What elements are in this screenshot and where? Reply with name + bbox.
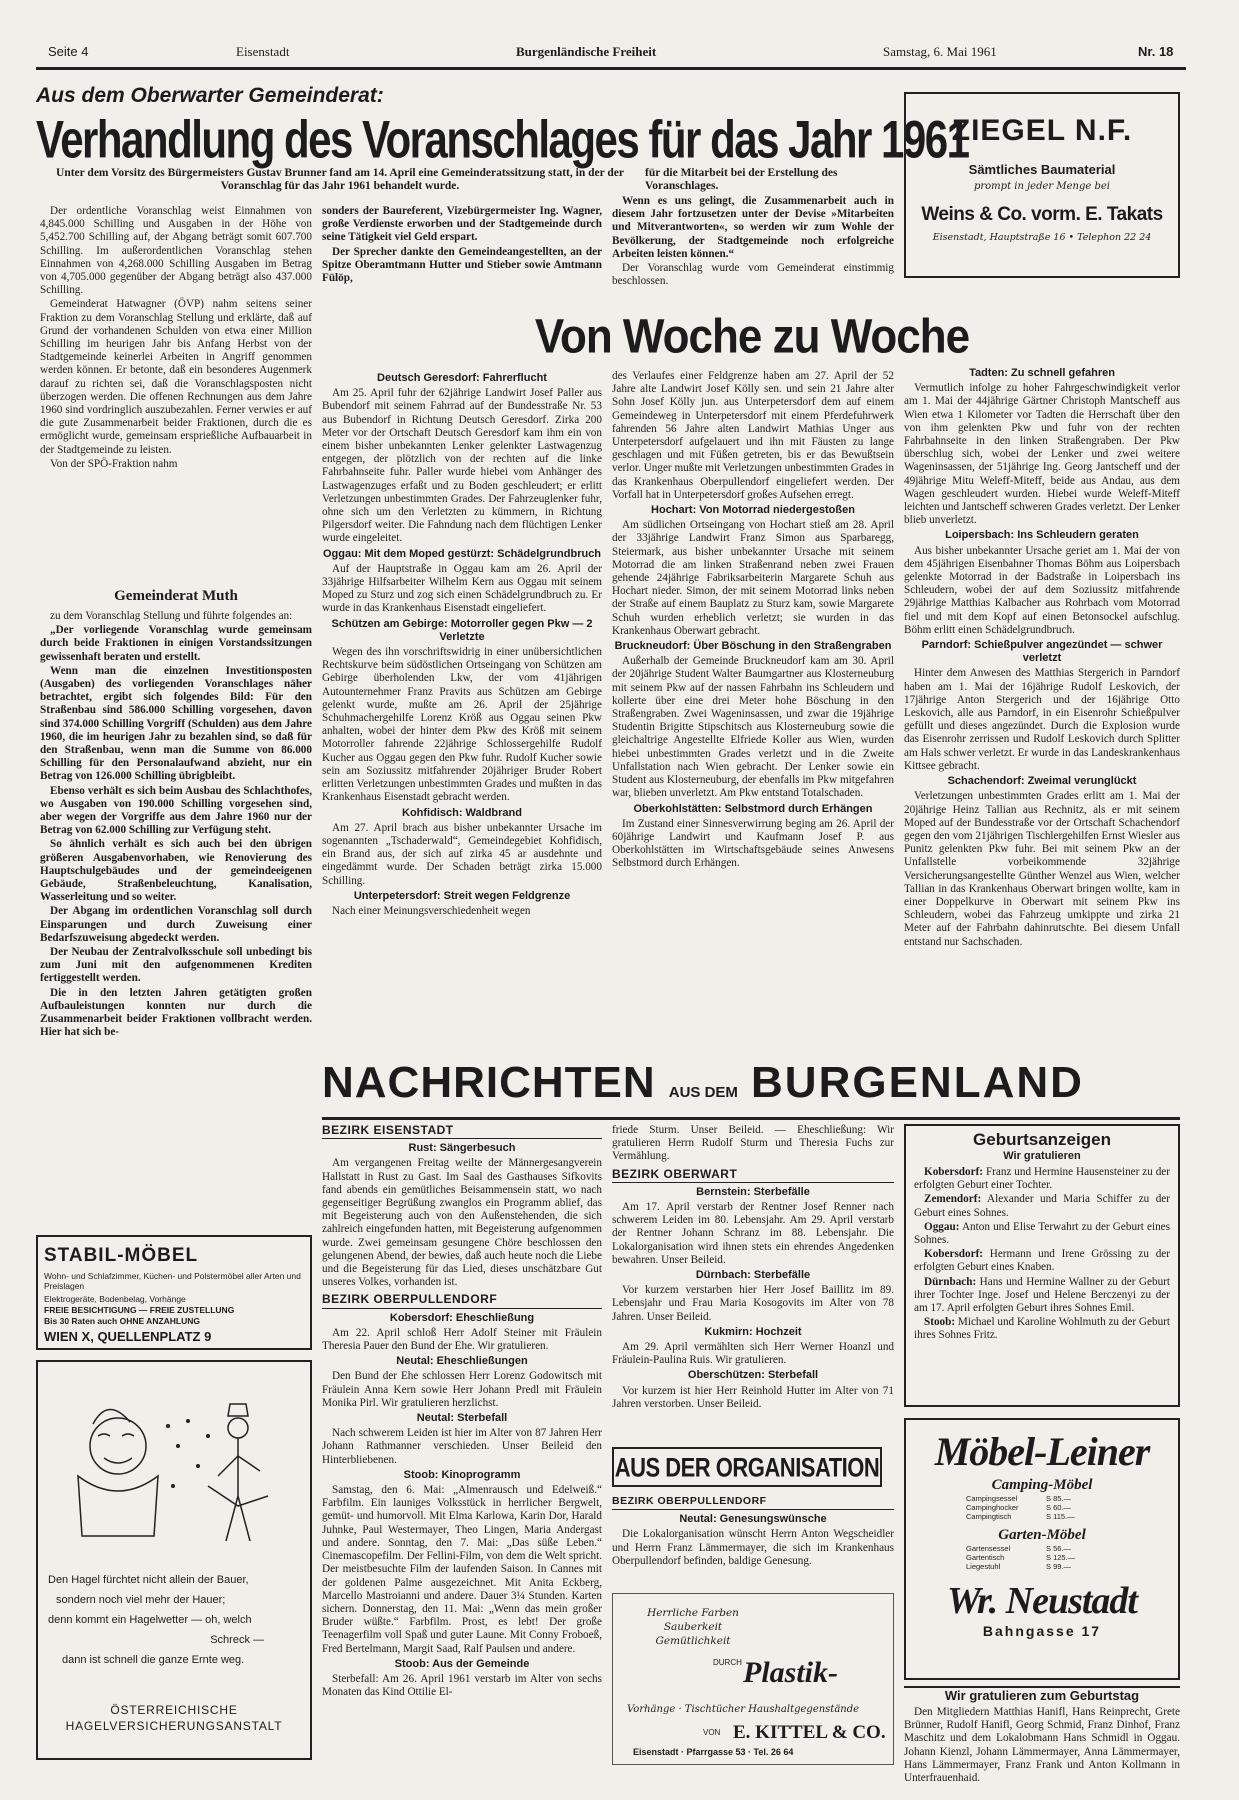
org-title: AUS DER ORGANISATION (614, 1452, 880, 1483)
nachrichten-col2 (612, 1124, 894, 1436)
ad-stabil (36, 1235, 312, 1350)
cloud-demon-head (90, 1418, 146, 1474)
nachrichten-title-b: AUS DEM (668, 1084, 738, 1101)
lead-col3 (612, 195, 894, 305)
story-text: Im Zustand einer Sinnesverwirrung beging am 26. April der 60jährige Landwirt und Kaufmann Josef P. aus Oberkohlstätten im Wirtschaftsgebäude seines Anwesens Selbstmord durch Erhängen. (612, 817, 894, 870)
demon-face (93, 1409, 134, 1463)
story-head: Deutsch Geresdorf: Fahrerflucht (377, 372, 547, 384)
price: S 99.— (1046, 1562, 1072, 1571)
story-head: Oggau: Mit dem Moped gestürzt: Schädelgrundbruch (322, 547, 602, 560)
geburtsanzeigen-box (904, 1124, 1180, 1407)
para: „Der vorliegende Voranschlag wurde gemeinsam durch beide Fraktionen in einigen Vorstandssitzungen gewissenhaft beraten und erstellt. (40, 624, 312, 663)
farmer-body (218, 1438, 260, 1541)
ad-leiner-street: Bahngasse 17 (982, 1623, 1102, 1639)
ad-ziegel (904, 92, 1180, 278)
story-head: Neutal: Eheschließungen (396, 1355, 528, 1368)
tagline-line: Gemütlichkeit (655, 1635, 731, 1647)
story-text: Am 25. April fuhr der 62jährige Landwirt Josef Paller aus Bubendorf mit seinem Fahrrad auf der Bundesstraße Nr. 53 aus Bubendorf in Richtung Deutsch Geresdorf. Zirka 200 Meter vor der Ortschaft Deutsch Geresdorf kam ihm ein von einem bisher unbekannten Lenker gelenkter Lastwagenzug entgegen, der plötzlich von der rechten auf die linke Fahrbahnseite fuhr. Paller wurde hiebei vom Anhänger des Lastwagenzuges erfaßt und zu Boden geschleudert; er erlitt Verletzungen unbestimmten Grades. Der Fahrzeuglenker fuhr, ohne sich um den Verletzten zu kümmern, in Richtung Pilgersdorf weiter. Die Fahndung nach dem flüchtigen Lenker wurde eingeleitet. (322, 387, 602, 545)
farmer-head (228, 1418, 248, 1438)
story-text: Die Lokalorganisation wünscht Herrn Anton Wegscheidler und Herrn Franz Lämmermayer, die sich im Krankenhaus Oberpullendorf befinden, baldige Genesung. (612, 1528, 894, 1567)
para: Der Abgang im ordentlichen Voranschlag soll durch Einsparungen und durch Zuweisung einer Bedarfszuweisung abgedeckt werden. (40, 905, 312, 944)
item: Campingtisch (966, 1512, 1012, 1521)
price: S 115.— (1046, 1512, 1075, 1521)
birth-text: Alexander und Maria Schiffer zu der Geburt eines Sohnes. (914, 1193, 1170, 1219)
story-head: Oberkohlstätten: Selbstmord durch Erhängen (633, 802, 873, 815)
item: Campingsessel (966, 1494, 1018, 1503)
woche-title: Von Woche zu Woche (534, 309, 970, 364)
geburtstag-title: Wir gratulieren zum Geburtstag (944, 1688, 1140, 1703)
ad-stabil-l4: Bis 30 Raten auch OHNE ANZAHLUNG (44, 1316, 201, 1326)
story-head: Kohfidisch: Waldbrand (402, 806, 522, 819)
birth-place: Zemendorf: (924, 1193, 982, 1206)
ad-stabil-l3: FREIE BESICHTIGUNG — FREIE ZUSTELLUNG (44, 1305, 235, 1315)
birth-place: Stoob: (924, 1316, 956, 1329)
story-head: Unterpetersdorf: Streit wegen Feldgrenze (353, 889, 571, 902)
hagel-org-line: ÖSTERREICHISCHE (110, 1703, 238, 1717)
story-head: Dürnbach: Sterbefälle (695, 1269, 811, 1282)
ad-ziegel-line1: Sämtliches Baumaterial (968, 162, 1116, 177)
geburtstag-text: Den Mitgliedern Matthias Hanifl, Hans Reinprecht, Grete Brünner, Rudolf Hanifl, Georg Schmid, Franz Dinhof, Franz Maschitz und dem Lokalobmann Hans Schmidl in Oggau. Johann Kienzl, Johann Lämmermayer, Anna Lämmermayer, Hans Lämmermayer, Franz Frank und Anton Kollmann in Unterfrauenhaid. (904, 1706, 1180, 1785)
birth-text: Franz und Hermine Hausensteiner zu der erfolgten Geburt einer Tochter. (914, 1166, 1170, 1192)
price: S 60.— (1046, 1503, 1072, 1512)
story-head: Bernstein: Sterbefälle (696, 1185, 810, 1198)
birth-text: Hermann und Irene Grössing zu der erfolgten Geburt eines Knaben. (914, 1248, 1170, 1274)
ad-stabil-l5: WIEN X, QUELLENPLATZ 9 (44, 1329, 212, 1344)
story-head: Stoob: Aus der Gemeinde (394, 1657, 530, 1670)
ad-leiner (904, 1418, 1180, 1680)
price: S 125.— (1046, 1553, 1076, 1562)
paper-name: Burgenländische Freiheit (516, 44, 657, 59)
ad-plastik-firm: E. KITTEL & CO. (733, 1722, 886, 1743)
ad-plastik-tagline (643, 1606, 743, 1648)
story-head: Schützen am Gebirge: Motorroller gegen Pkw — 2 Verletzte (331, 617, 593, 643)
masthead (48, 42, 1178, 64)
ad-stabil-l2: Elektrogeräte, Bodenbelag, Vorhänge (44, 1294, 186, 1304)
story-text: friede Sturm. Unser Beileid. — Eheschließung: Wir gratulieren Herrn Rudolf Sturm und Theresia Fuchs zur Vermählung. (612, 1124, 894, 1163)
story-text: Auf der Hauptstraße in Oggau kam am 26. April der 33jährige Hilfsarbeiter Wilhelm Kern aus Oggau mit seinem Moped zu Sturz und zog sich einen Schädelgrundbruch zu. Er wurde in das Krankenhaus Eisenstadt eingeliefert. (322, 562, 602, 615)
geburt-list (914, 1166, 1170, 1344)
story-text: Außerhalb der Gemeinde Bruckneudorf kam am 30. April der 20jährige Student Walter Baumgartner aus Klosterneuburg mit seinem Pkw auf der nassen Fahrbahn ins Schleudern und kollerte über eine drei Meter hohe Böschung in den Straßengraben. Zwei Wageninsassen, und zwar die 19jährige Studentin Brigitte Stipschitsch aus Klosterneuburg sowie die gleichaltrige Angestellte Elfriede Koller aus Wien, wurden hiebei unbestimmten Grades verletzt und in die Zweite Unfallstation nach Wien gebracht. Der Lenker sowie ein Student aus Klosterneuburg, der ebenfalls im Pkw mitgefahren war, blieben unverletzt. Am Pkw entstand Totalschaden. (612, 655, 894, 800)
story-head: Oberschützen: Sterbefall (687, 1369, 819, 1382)
birth-text: Michael und Karoline Wohlmuth zu der Geburt ihres Sohnes Fritz. (914, 1316, 1170, 1342)
story-head: Stoob: Kinoprogramm (403, 1468, 521, 1481)
woche-col-c (904, 365, 1180, 970)
hagel-line: Schreck — (210, 1634, 264, 1646)
para: So ähnlich verhält es sich auch bei den übrigen größeren Ausgabenvorhaben, wie Renovierung des Hauptschulgebäudes und der gemeindeeigenen Gebäude, Straßenbeleuchtung, Kanalisation, Wasserleitung und so weiter. (40, 838, 312, 904)
story-head: Kukmirn: Hochzeit (704, 1325, 802, 1338)
para: Der ordentliche Voranschlag weist Einnahmen von 4,845.000 Schilling und Ausgaben in der Höhe von 5,452.700 Schilling auf, der Abgang beträgt somit 607.700 Schilling. Im außerordentlichen Voranschlag stehen Einnahmen von 4,268.000 Schilling Ausgaben im Betrag von 4,705.000 gegenüber der Abgang beträgt also 437.000 Schilling. (40, 205, 312, 297)
story-text: Am 27. April brach aus bisher unbekannter Ursache im sogenannten „Tschaderwald“, Gemeindegebiet Kohfidisch, ein Brand aus, der sich auf zirka 45 ar ausdehnte und eingedämmt wurde. Der Schaden beträgt zirka 15.000 Schilling. (322, 821, 602, 887)
ad-hagel (36, 1360, 312, 1760)
price: S 85.— (1046, 1494, 1072, 1503)
nachrichten-header (322, 1058, 1182, 1118)
issue-number: Nr. 18 (1138, 44, 1174, 59)
story-text: des Verlaufes einer Feldgrenze haben am 27. April der 52 Jahre alte Landwirt Josef Kölly sen. und sein 21 Jahre alter Sohn Josef Kölly jun. aus Unterpetersdorf dem auf einem Gemeindeweg in Unterpetersdorf mit einem Pferdefuhrwerk fahrenden 56 Jahre alten Landwirt Mathias Unger aus Unterpetersdorf aufgelauert und ihn mit Fäusten zu lange geschlagen und mit Füßen getreten, bis er das Bewußtsein verlor. Unger mußte mit Verletzungen unbestimmten Grades in das Krankenhaus Oberpullendorf eingeliefert werden. Der Vorfall hat in Unterpetersdorf großes Aufsehen erregt. (612, 370, 894, 501)
para: Wenn man die einzelnen Investitionsposten (Ausgaben) des vorliegenden Voranschlages näher betrachtet, ergibt sich folgendes Bild: Für den Straßenbau sind 586.000 Schilling vorgesehen, davon sind 374.000 Schilling Vorgriff (Schulden) aus dem Jahre 1960, die im heurigen Jahr zu bezahlen sind, so daß für den Straßenbau, wenn man die Summe von 86.000 Schilling für den Personalaufwand abzieht, nur ein Betrag von 126.000 Schilling übrigbleibt. (40, 664, 312, 783)
ad-hagel-org (38, 1702, 310, 1734)
story-head: Neutal: Genesungswünsche (679, 1513, 827, 1526)
ad-plastik-brand: Plastik- (743, 1656, 838, 1689)
woche-col-a (322, 370, 602, 970)
para: Der Sprecher dankte den Gemeindeangestellten, an der Spitze Oberamtmann Hutter und Stieber sowie Amtmann Fülöp, (322, 245, 602, 285)
ad-ziegel-title: ZIEGEL N.F. (951, 114, 1133, 147)
ad-ziegel-line3: Weins & Co. vorm. E. Takats (921, 204, 1163, 225)
page-number: Seite 4 (48, 44, 89, 59)
story-text: Sterbefall: Am 26. April 1961 verstarb im Alter von sechs Monaten das Kind Ottilie El- (322, 1672, 602, 1699)
nachrichten-col1 (322, 1124, 602, 1784)
story-text: Vor kurzem ist hier Herr Reinhold Hutter im Alter von 71 Jahren verstorben. Unser Beileid. (612, 1384, 894, 1410)
lead-intro-b: für die Mitarbeit bei der Erstellung des Voranschlages. (645, 167, 838, 193)
story-head: Loipersbach: Ins Schleudern geraten (945, 529, 1139, 542)
geburt-title: Geburtsanzeigen (973, 1130, 1111, 1149)
ad-leiner-city: Wr. Neustadt (946, 1580, 1137, 1622)
story-text: Vermutlich infolge zu hoher Fahrgeschwindigkeit verlor am 1. Mai der 44jährige Gärtner Christoph Mantscheff aus Wien etwa 1 Kilometer vor Tadten die Herrschaft über den von ihm gelenkten Pkw und fuhr von der rechten Fahrbahnseite in den linken Straßengraben. Der Pkw überschlug sich, wobei der Lenker und zwei weitere Wageninsassen, der 51jährige Ing. Georg Jantscheff und der 49jährige Mitu Weleff-Miteff, beide aus Andau, aus dem Wagen geschleudert wurden. Hiebei wurde Weleff-Miteff leichten und Jantscheff schweren Grades verletzt. Der Lenker blieb unverletzt. (904, 382, 1180, 527)
story-text: Verletzungen unbestimmten Grades erlitt am 1. Mai der 20jährige Heinz Tallian aus Rechnitz, als er mit seinem Moped auf der Bundesstraße vor der Ortschaft Schachendorf gegen den vom 21jährigen Tischlergehilfen Ernst Wiesler aus Punitz gelenkten Pkw fuhr. Bei mit seinem Pkw an der Unfallstelle vorbeikommende 32jährige Versicherungsangestellte Günther Wenzel aus Wien, welcher Tallian in das Krankenhaus Oberwart bringen wollte, kam in einer Doppelkurve in Oberwart mit seinem Pkw ins Schleudern, wobei das Fahrzeug umkippte und zirka 21 Meter auf der Fahrbahn dahinrutschte. Bei diesem Unfall entstand nur Sachschaden. (904, 790, 1180, 948)
place: Eisenstadt (236, 44, 290, 59)
story-text: Samstag, den 6. Mai: „Almenrausch und Edelweiß.“ Farbfilm. Ein launiges Volksstück in herrlicher Bergwelt, gemüt- und humorvoll. Mit Elma Karlowa, Karin Dor, Harald Juhnke, Paul Westermayer, Theo Lingen, Maria Andergast und andere. Sonntag, den 7. Mai: „Das süße Leben.“ Cinemascopefilm. Der Fellini-Film, von dem die Welt spricht. Der meistbesuchte Film der laufenden Saison. In Cannes mit der goldenen Palme ausgezeichnet. Mit Anita Eckberg, Marcello Mastroianni und andere. Dauer 3¼ Stunden. Karten sichern. Donnerstag, den 11. Mai: „Wenn das mein großer Bruder wüßte.“ Farbfilm. Prost, es lebt! Der große Teenagerfilm voll Spaß und guter Laune. Mit Conny Froboeß, Fred Bertelmann, Margit Saad, Ralf Paulsen und andere. (322, 1484, 602, 1655)
birth-place: Kobersdorf: (924, 1248, 984, 1261)
hagel-org-line: HAGELVERSICHERUNGSANSTALT (65, 1719, 283, 1733)
section-head: BEZIRK OBERWART (612, 1168, 894, 1183)
ad-leiner-garden-list (966, 1544, 1178, 1571)
geburt-sub: Wir gratulieren (1003, 1150, 1081, 1162)
hagel-line: Den Hagel fürchtet nicht allein der Bauer, (48, 1574, 249, 1586)
item: Liegestuhl (966, 1562, 1001, 1571)
ad-leiner-camp-list (966, 1494, 1178, 1521)
nachrichten-rule (322, 1117, 1180, 1120)
story-head: Schachendorf: Zweimal verunglückt (947, 775, 1137, 788)
birth-place: Kobersdorf: (924, 1166, 984, 1178)
para: Wenn es uns gelingt, die Zusammenarbeit auch in diesem Jahr fortzusetzen unter der Devise »Mitarbeiten und Mitverantworten«, so werden wir zum Wohle der Bevölkerung, der Stadtgemeinde noch erfolgreiche Arbeiten leisten können.“ (612, 195, 894, 260)
muth-head: Gemeinderat Muth (114, 588, 238, 604)
ad-hagel-text (48, 1570, 304, 1670)
story-head: Kobersdorf: Eheschließung (389, 1311, 535, 1324)
story-text: Vor kurzem verstarben hier Herr Josef Baillitz im 89. Lebensjahr und Frau Maria Kosogovits im Alter von 78 Jahren. Unser Beileid. (612, 1284, 894, 1323)
ad-leiner-brand: Möbel-Leiner (934, 1429, 1150, 1474)
ad-stabil-title: STABIL-MÖBEL (44, 1245, 199, 1266)
issue-date: Samstag, 6. Mai 1961 (883, 44, 997, 59)
story-text: Hinter dem Anwesen des Matthias Stergerich in Parndorf haben am 1. Mai der 16jährige Rudolf Leskovich, der 17jährige Anton Stergerich und der 16jährige Otto Leskovich, alle aus Parndorf, in ein Eisenrohr Schießpulver gefüllt und dieses angezündet. Durch die Explosion wurde das Eisenrohr zerrissen und Rudolf Leskovich durch Splitter am Hals schwer verletzt. Er wurde in das Landeskrankenhaus Kittsee gebracht. (904, 667, 1180, 772)
ad-ziegel-line4: Eisenstadt, Hauptstraße 16 • Telephon 22 24 (932, 232, 1152, 243)
para: Von der SPÖ-Fraktion nahm (50, 457, 178, 470)
nachrichten-title-a: NACHRICHTEN (322, 1058, 656, 1107)
story-head: Bruckneudorf: Über Böschung in den Straßengraben (614, 640, 892, 653)
muth-text (40, 610, 312, 1270)
masthead-rule (36, 67, 1186, 70)
ad-plastik (612, 1593, 894, 1765)
item: Gartentisch (966, 1553, 1005, 1562)
ad-plastik-durch: DURCH (713, 1658, 742, 1667)
section-head: BEZIRK EISENSTADT (322, 1124, 602, 1139)
story-head: Rust: Sängerbesuch (408, 1142, 516, 1155)
tagline-line: Sauberkeit (663, 1621, 723, 1633)
ad-plastik-von: VON (703, 1728, 721, 1737)
para: Die in den letzten Jahren getätigten großen Aufbauleistungen konnten nur durch die Zusammenarbeit beider Fraktionen vollbracht werden. Hier hat sich be- (40, 986, 312, 1039)
section-head: BEZIRK OBERPULLENDORF (322, 1293, 602, 1308)
story-text: Am 17. April verstarb der Rentner Josef Renner nach schwerem Leiden im 80. Lebensjahr. Am 29. April verstarb der Rentner Johann Schranz im 88. Lebensjahr. Die Lokalorganisation wird ihnen stets ein ehrendes Angedenken bewahren. Unser Beileid. (612, 1201, 894, 1266)
story-head: Tadten: Zu schnell gefahren (969, 367, 1115, 379)
nachrichten-title-c: BURGENLAND (751, 1058, 1084, 1107)
story-text: Nach einer Meinungsverschiedenheit wegen (332, 904, 531, 917)
org-title-box (612, 1447, 882, 1487)
ad-plastik-addr: Eisenstadt · Pfarrgasse 53 · Tel. 26 64 (633, 1747, 794, 1757)
para: sonders der Baureferent, Vizebürgermeister Ing. Wagner, große Verdienste erworben und der Stadtgemeinde durch seine Tätigkeit viel Geld erspart. (322, 205, 602, 244)
para: Der Voranschlag wurde vom Gemeinderat einstimmig beschlossen. (612, 262, 894, 288)
birth-text: Anton und Elise Terwahrt zu der Geburt eines Sohnes. (914, 1220, 1170, 1247)
story-head: Hochart: Von Motorrad niedergestoßen (651, 504, 855, 517)
org-block (612, 1495, 894, 1587)
story-text: Aus bisher unbekannter Ursache geriet am 1. Mai der von dem 45jährigen Eisenbahner Thomas Böhm aus Loipersbach gelenkte Motorrad in der Badstraße in Loipersbach ins Schleudern, wobei der auf dem Soziussitz mitfahrende 29jährige Matthias Kalbacher aus Rohrbach vom Motorrad fiel und mit dem Kopf auf einen Betonsockel aufschlug. Böhm erlitt einen Schädelgrundbruch. (904, 544, 1180, 636)
hat (228, 1404, 248, 1416)
item: Campinghocker (966, 1503, 1019, 1512)
woche-col-b (612, 370, 894, 970)
story-head: Parndorf: Schießpulver angezündet — schwer verletzt (921, 639, 1163, 665)
ad-leiner-camp: Camping-Möbel (991, 1477, 1093, 1493)
birth-place: Dürnbach: (924, 1275, 977, 1288)
item: Gartensessel (966, 1544, 1011, 1553)
story-text: Am vergangenen Freitag weilte der Männergesangverein Hallstatt in Rust zu Gast. Im Saal des Gasthauses Sifkovits fand abends ein gemütliches Beisammensein statt, wo nach gegenseitiger Begrüßung zwanglos ein Programm ablief, das mit Begeisterung auch von den Außenstehenden, die sich zahlreich eingefunden hatten, mit Begeisterung aufgenommen wurde. Zwei gemeinsam gesungene Chöre beschlossen den gelungenen Abend, der bewies, daß auch heute noch die Liebe und die Begeisterung für das Lied, dieses unschätzbare Gut unseres Volkes, vorhanden ist. (322, 1157, 602, 1289)
lead-col2 (322, 205, 602, 315)
ad-leiner-garden: Garten-Möbel (998, 1527, 1086, 1543)
hagel-line: denn kommt ein Hagelwetter — oh, welch (48, 1614, 252, 1626)
lead-kicker: Aus dem Oberwarter Gemeinderat: (36, 84, 384, 107)
story-text: Am 29. April vermählten sich Herr Werner Hoanzl und Fräulein-Paulina Ruis. Wir gratulieren. (612, 1341, 894, 1367)
birth-text: Hans und Hermine Wallner zu der Geburt ihrer Tochter Inge. Josef und Helene Berczenyi zu der am 17. April erfolgten Geburt ihres Sohnes Emil. (914, 1275, 1170, 1315)
para: Ebenso verhält es sich beim Ausbau des Schlachthofes, wo Ausgaben von 190.000 Schilling vorgesehen sind, aber wegen der Vorgriffe aus dem Jahre 1960 nur der Betrag von 62.000 Schilling zur Verfügung steht. (40, 784, 312, 837)
ad-plastik-items: Vorhänge · Tischtücher Haushaltgegenstände (627, 1704, 860, 1715)
para: Der Neubau der Zentralvolksschule soll unbedingt bis zum Juni mit den aufgenommenen Krediten fertiggestellt werden. (40, 946, 312, 985)
lead-title: Verhandlung des Voranschlages für das Jahr 1961 (36, 110, 969, 169)
story-text: Nach schwerem Leiden ist hier im Alter von 87 Jahren Herr Johann Rathmanner verschieden. Unser Beileid den Hinterbliebenen. (322, 1427, 602, 1466)
hagel-line: dann ist schnell die ganze Ernte weg. (62, 1654, 245, 1666)
tagline-line: Herrliche Farben (647, 1607, 739, 1619)
story-text: Am südlichen Ortseingang von Hochart stieß am 28. April der 33jährige Landwirt Franz Simon aus Sparbaregg, Steiermark, aus bisher unbekannter Ursache mit seinem Motorrad die am linken Straßenrand neben zwei Frauen gehende 24jährige Fabriksarbeiterin Margarete Schuh aus Hochart nieder. Simon, der mit seinem Motorrad links neben der Straße auf einem Bauplatz zu Sturz kam, sowie Margarete Schuh wurden erheblich verletzt; sie wurden in das Krankenhaus Oberwart gebracht. (612, 519, 894, 637)
lead-col1 (40, 205, 312, 600)
ad-ziegel-line2: prompt in jeder Menge bei (973, 181, 1110, 192)
hagel-line: sondern noch viel mehr der Hauer; (56, 1594, 226, 1606)
story-head: Neutal: Sterbefall (416, 1412, 508, 1425)
birth-place: Oggau: (924, 1220, 960, 1233)
lead-intro: Unter dem Vorsitz des Bürgermeisters Gustav Brunner fand am 14. April eine Gemeinderatssitzung statt, in der der Voranschlag für das Jahr 1961 behandelt wurde. (56, 167, 624, 193)
ad-stabil-l1: Wohn- und Schlafzimmer, Küchen- und Polstermöbel aller Arten und Preislagen (44, 1271, 301, 1291)
hail-illustration (38, 1376, 310, 1556)
para: zu dem Voranschlag Stellung und führte folgendes an: (50, 610, 293, 622)
para: Gemeinderat Hatwagner (ÖVP) nahm seitens seiner Fraktion zu dem Voranschlag Stellung und erklärte, daß auf Grund der vorhandenen Schulden von etwa einer Million Schilling im heurigen Jahr bis Anfang Herbst von der Stadtgemeinde keinerlei Arbeiten in Angriff genommen werden können. Er betonte, daß ein besonderes Augenmerk darauf zu richten sei, daß die Voranschlagsposten nicht überzogen werden. Die offenen Rechnungen aus dem Jahre 1960 sind vordringlich auszubezahlen. Ferner verwies er auf die gute Zusammenarbeit beider Fraktionen, durch die es ermöglicht wurde, gemeinsam ersprießliche Aufbauarbeit in der Stadtgemeinde zu leisten. (40, 298, 312, 456)
story-text: Am 22. April schloß Herr Adolf Steiner mit Fräulein Theresia Pauer den Bund der Ehe. Wir gratulieren. (322, 1326, 602, 1353)
price: S 56.— (1046, 1544, 1072, 1553)
story-text: Den Bund der Ehe schlossen Herr Lorenz Godowitsch mit Fräulein Anna Kern sowie Herr Johann Predl mit Fräulein Monika Pirl. Wir gratulieren herzlichst. (322, 1370, 602, 1409)
demon-body (78, 1476, 158, 1536)
section-head: BEZIRK OBERPULLENDORF (612, 1495, 894, 1510)
story-text: Wegen des ihn vorschriftswidrig in einer unübersichtlichen Rechtskurve beim südöstlichen Ortseingang von Schützen am Gebirge überholenden Lkw, der vom 41jährigen Autounternehmer Franz Pravits aus Schützen am Gebirge gelenkt wurde, mußte am 26. April der 25jährige Schuhmachergehilfe Lorenz Kröß aus Oggau seinen Pkw anhalten, wobei der hinter dem Pkw des Kröß mit seinem Motorroller fahrende 22jährige Schlossergehilfe Rudolf Kucher aus Oggau gegen den Pkw fuhr. Rudolf Kucher sowie sein am Soziussitz mitfahrender 20jähriger Bruder Robert erlitten Verletzungen unbestimmten Grades und mußten in das Krankenhaus Eisenstadt gebracht werden. (322, 646, 602, 804)
